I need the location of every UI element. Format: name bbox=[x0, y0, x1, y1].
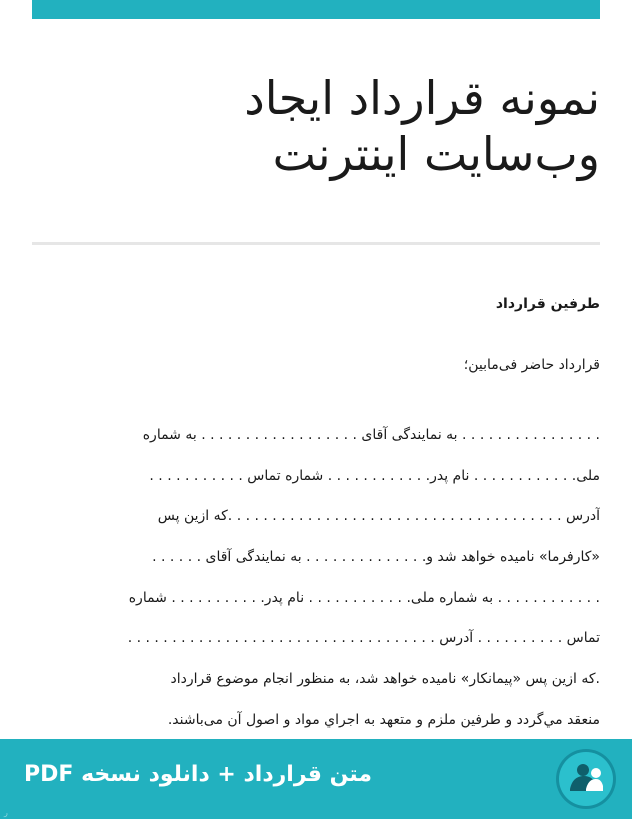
title-line-2: وب‌سایت اینترنت bbox=[272, 127, 600, 181]
footer-banner[interactable] bbox=[0, 739, 632, 819]
paragraph-line: . . . . . . . . . . . . . . . . به نمایندگی آقای . . . . . . . . . . . . . . . . . . به شماره bbox=[142, 427, 600, 443]
top-accent-bar bbox=[32, 0, 600, 19]
corner-glyph: ر bbox=[4, 808, 8, 817]
download-cta[interactable]: متن قرارداد + دانلود نسخه PDF bbox=[24, 762, 372, 787]
paragraph-line: «کارفرما» نامیده خواهد شد و. . . . . . . . . . . . . . به نمایندگی آقای . . . . . . bbox=[152, 549, 600, 566]
contract-paragraph bbox=[32, 415, 600, 741]
section-heading: طرفین قرارداد bbox=[495, 296, 600, 312]
page-title bbox=[40, 70, 600, 182]
paragraph-line: تماس . . . . . . . . . . آدرس . . . . . . . . . . . . . . . . . . . . . . . . . . . . . . . . . . . bbox=[127, 630, 600, 647]
paragraph-line: . . . . . . . . . . . . به شماره ملی. . . . . . . . . . . . نام پدر. . . . . . . . . . . شماره bbox=[128, 589, 600, 606]
title-line-1: نمونه قرارداد ایجاد bbox=[244, 71, 600, 125]
users-icon bbox=[556, 749, 616, 809]
paragraph-line: منعقد مي‌گردد و طرفین ملزم و متعهد به اجراي مواد و اصول آن می‌باشند. bbox=[167, 711, 600, 728]
paragraph-line: ملی. . . . . . . . . . . . نام پدر. . . . . . . . . . . . شماره تماس . . . . . . . . . . . bbox=[149, 467, 600, 484]
intro-text: قرارداد حاضر فی‌مابین؛ bbox=[463, 357, 600, 373]
paragraph-line: .که ازین پس «پیمانکار» نامیده خواهد شد، به منظور انجام موضوع قرارداد bbox=[170, 671, 600, 688]
paragraph-line: آدرس . . . . . . . . . . . . . . . . . . . . . . . . . . . . . . . . . . . . . .که ازین پس bbox=[157, 508, 600, 525]
title-divider bbox=[32, 242, 600, 245]
site-logo[interactable] bbox=[556, 749, 616, 809]
